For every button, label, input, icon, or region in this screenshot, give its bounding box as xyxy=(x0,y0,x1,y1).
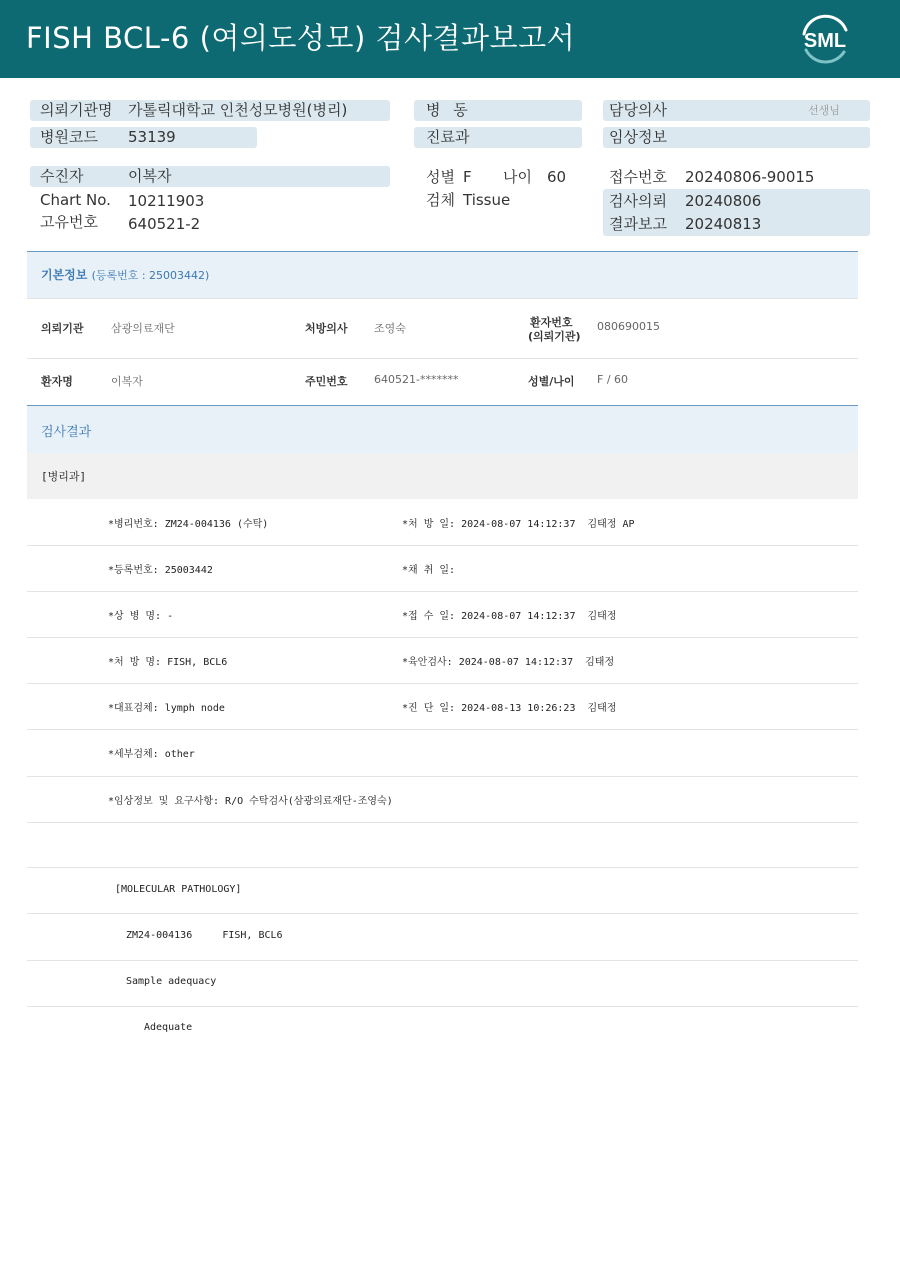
doctor-suffix: 선생님 xyxy=(808,104,840,117)
results-title: 검사결과 xyxy=(41,425,92,440)
basic-patient-no-label-1: 환자번호 xyxy=(530,316,573,329)
result-left-5: *대표검체: lymph node xyxy=(108,703,225,714)
report-header xyxy=(0,0,900,78)
divider xyxy=(27,776,858,777)
request-value: 20240806 xyxy=(685,192,762,210)
requesting-org-label: 의뢰기관명 xyxy=(40,101,113,119)
sml-logo-icon xyxy=(796,12,854,66)
divider xyxy=(27,637,858,638)
result-left-3: *상 병 명: - xyxy=(108,611,174,622)
specimen-value: Tissue xyxy=(463,191,511,209)
dept-label: [병리과] xyxy=(41,470,87,483)
basic-patient-no-label-2: (의뢰기관) xyxy=(528,330,581,343)
basic-prescriber-value: 조영숙 xyxy=(374,322,406,335)
receipt-label: 접수번호 xyxy=(609,168,667,186)
basic-rrn-value: 640521-******* xyxy=(374,373,459,386)
result-right-3: *접 수 일: 2024-08-07 14:12:37 김태정 xyxy=(402,611,617,622)
divider xyxy=(27,683,858,684)
divider xyxy=(27,913,858,914)
ward-label: 병 동 xyxy=(426,101,468,119)
logo-text: SML xyxy=(803,30,847,52)
report-value: 20240813 xyxy=(685,215,762,233)
divider xyxy=(27,960,858,961)
result-right-2: *채 취 일: xyxy=(402,565,456,576)
result-left-7: *임상정보 및 요구사항: R/O 수탁검사(삼광의료재단-조영숙) xyxy=(108,796,393,807)
basic-name-label: 환자명 xyxy=(41,375,73,388)
divider xyxy=(27,729,858,730)
receipt-value: 20240806-90015 xyxy=(685,168,815,186)
basic-rrn-label: 주민번호 xyxy=(305,375,348,388)
doctor-label: 담당의사 xyxy=(609,101,667,119)
basic-sexage-label: 성별/나이 xyxy=(528,375,575,388)
report-title: FISH BCL-6 (여의도성모) 검사결과보고서 xyxy=(26,21,576,55)
basic-prescriber-label: 처방의사 xyxy=(305,322,348,335)
patient-value: 이복자 xyxy=(128,167,172,185)
dept-label: 진료과 xyxy=(426,128,470,146)
adequacy-label: Sample adequacy xyxy=(126,976,217,987)
chart-value: 10211903 xyxy=(128,192,205,210)
result-left-1: *병리번호: ZM24-004136 (수탁) xyxy=(108,519,269,530)
adequacy-value: Adequate xyxy=(144,1022,193,1033)
sex-value: F xyxy=(463,168,472,186)
divider xyxy=(27,298,858,299)
basic-sexage-value: F / 60 xyxy=(597,373,629,386)
request-label: 검사의뢰 xyxy=(609,192,667,210)
result-right-1: *처 방 일: 2024-08-07 14:12:37 김태정 AP xyxy=(402,519,635,530)
divider xyxy=(27,358,858,359)
basic-info-title xyxy=(41,266,209,283)
molecular-header: [MOLECULAR PATHOLOGY] xyxy=(115,884,242,895)
basic-reg-no: (등록번호 : 25003442) xyxy=(91,269,210,282)
result-right-5: *진 단 일: 2024-08-13 10:26:23 김태정 xyxy=(402,703,617,714)
basic-org-label: 의뢰기관 xyxy=(41,322,84,335)
result-left-2: *등록번호: 25003442 xyxy=(108,565,213,576)
age-label: 나이 xyxy=(503,168,532,186)
hospital-code-label: 병원코드 xyxy=(40,128,98,146)
dept-header xyxy=(27,453,858,499)
unique-label: 고유번호 xyxy=(40,213,98,231)
hospital-code-value: 53139 xyxy=(128,128,176,146)
basic-org-value: 삼광의료재단 xyxy=(111,322,175,335)
age-value: 60 xyxy=(547,168,567,186)
result-left-6: *세부검체: other xyxy=(108,749,195,760)
divider xyxy=(27,822,858,823)
specimen-label: 검체 xyxy=(426,191,455,209)
divider xyxy=(27,591,858,592)
chart-label: Chart No. xyxy=(40,191,111,209)
sex-label: 성별 xyxy=(426,168,455,186)
divider xyxy=(27,1006,858,1007)
report-label: 결과보고 xyxy=(609,215,667,233)
patient-box xyxy=(30,166,390,187)
basic-name-value: 이복자 xyxy=(111,375,143,388)
patient-label: 수진자 xyxy=(40,167,84,185)
basic-patient-no-value: 080690015 xyxy=(597,320,660,333)
divider xyxy=(27,545,858,546)
requesting-org-value: 가톨릭대학교 인천성모병원(병리) xyxy=(128,101,348,119)
basic-info-title-text: 기본정보 xyxy=(41,268,88,282)
results-header xyxy=(27,405,858,453)
result-right-4: *육안검사: 2024-08-07 14:12:37 김태정 xyxy=(402,657,615,668)
divider xyxy=(27,867,858,868)
clinical-info-label: 임상정보 xyxy=(609,128,667,146)
molecular-line: ZM24-004136 FISH, BCL6 xyxy=(126,930,283,941)
unique-value: 640521-2 xyxy=(128,215,201,233)
result-left-4: *처 방 명: FISH, BCL6 xyxy=(108,657,228,668)
